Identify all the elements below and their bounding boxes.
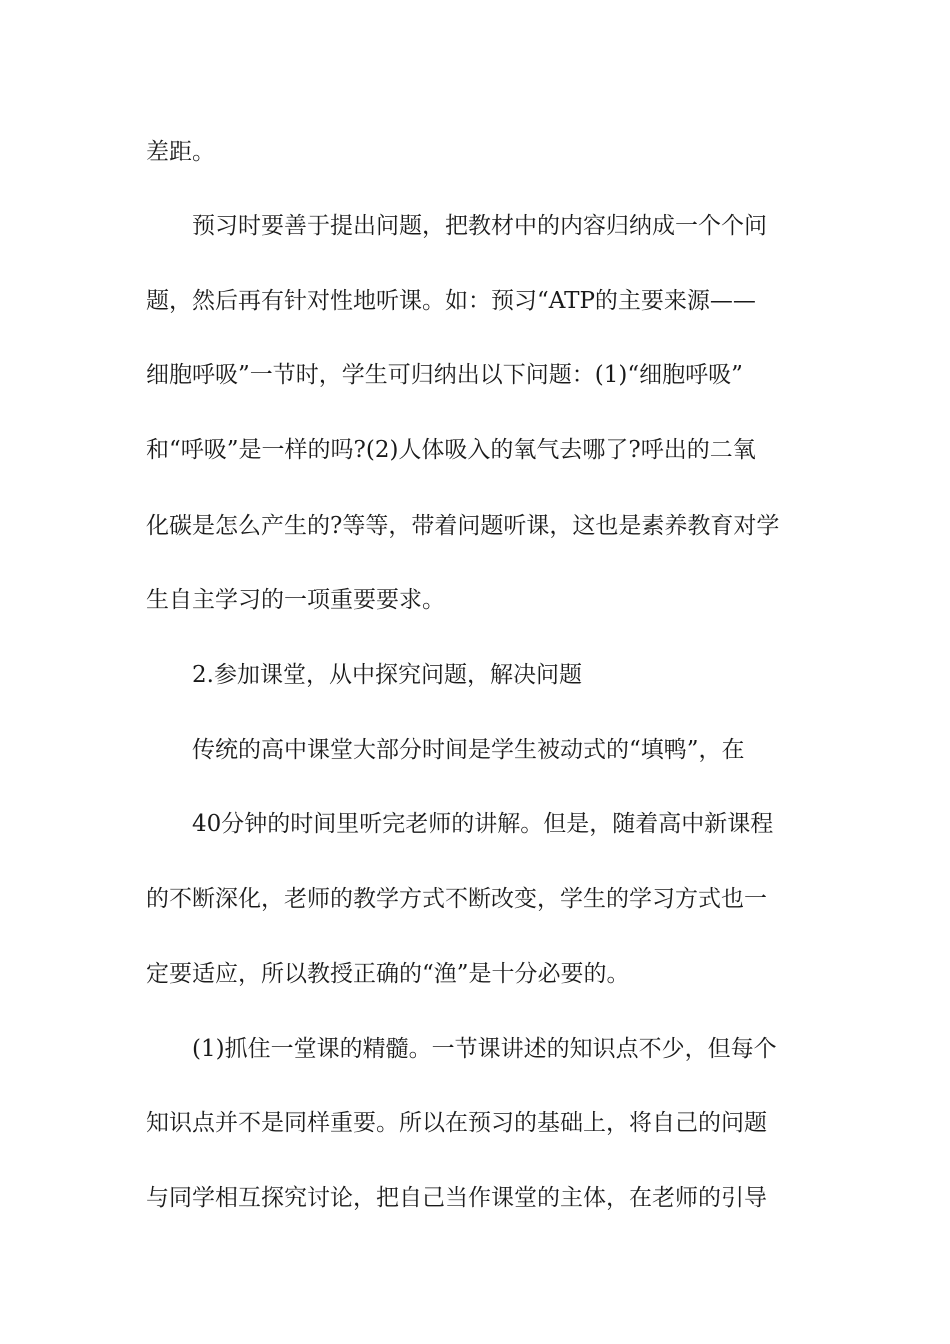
text-line: 和“呼吸”是一样的吗?(2)人体吸入的氧气去哪了?呼出的二氧 xyxy=(146,437,756,463)
text-line: 化碳是怎么产生的?等等，带着问题听课，这也是素养教育对学 xyxy=(146,513,780,539)
section-heading: 2.参加课堂，从中探究问题，解决问题 xyxy=(192,662,582,688)
text-line: 的不断深化，老师的教学方式不断改变，学生的学习方式也一 xyxy=(146,886,767,912)
text-line: 题，然后再有针对性地听课。如：预习“ATP的主要来源—— xyxy=(146,288,756,314)
text-line: 细胞呼吸”一节时，学生可归纳出以下问题：(1)“细胞呼吸” xyxy=(146,362,743,388)
paragraph-start-line: (1)抓住一堂课的精髓。一节课讲述的知识点不少，但每个 xyxy=(192,1036,777,1062)
text-line: 定要适应，所以教授正确的“渔”是十分必要的。 xyxy=(146,961,630,987)
text-line: 生自主学习的一项重要要求。 xyxy=(146,587,445,613)
paragraph-start-line: 传统的高中课堂大部分时间是学生被动式的“填鸭”，在 xyxy=(192,737,745,763)
paragraph-start-line: 预习时要善于提出问题，把教材中的内容归纳成一个个问 xyxy=(192,213,767,239)
text-line: 40分钟的时间里听完老师的讲解。但是，随着高中新课程 xyxy=(192,811,774,837)
text-line: 知识点并不是同样重要。所以在预习的基础上，将自己的问题 xyxy=(146,1110,767,1136)
text-line: 与同学相互探究讨论，把自己当作课堂的主体，在老师的引导 xyxy=(146,1185,767,1211)
text-line: 差距。 xyxy=(146,139,215,165)
